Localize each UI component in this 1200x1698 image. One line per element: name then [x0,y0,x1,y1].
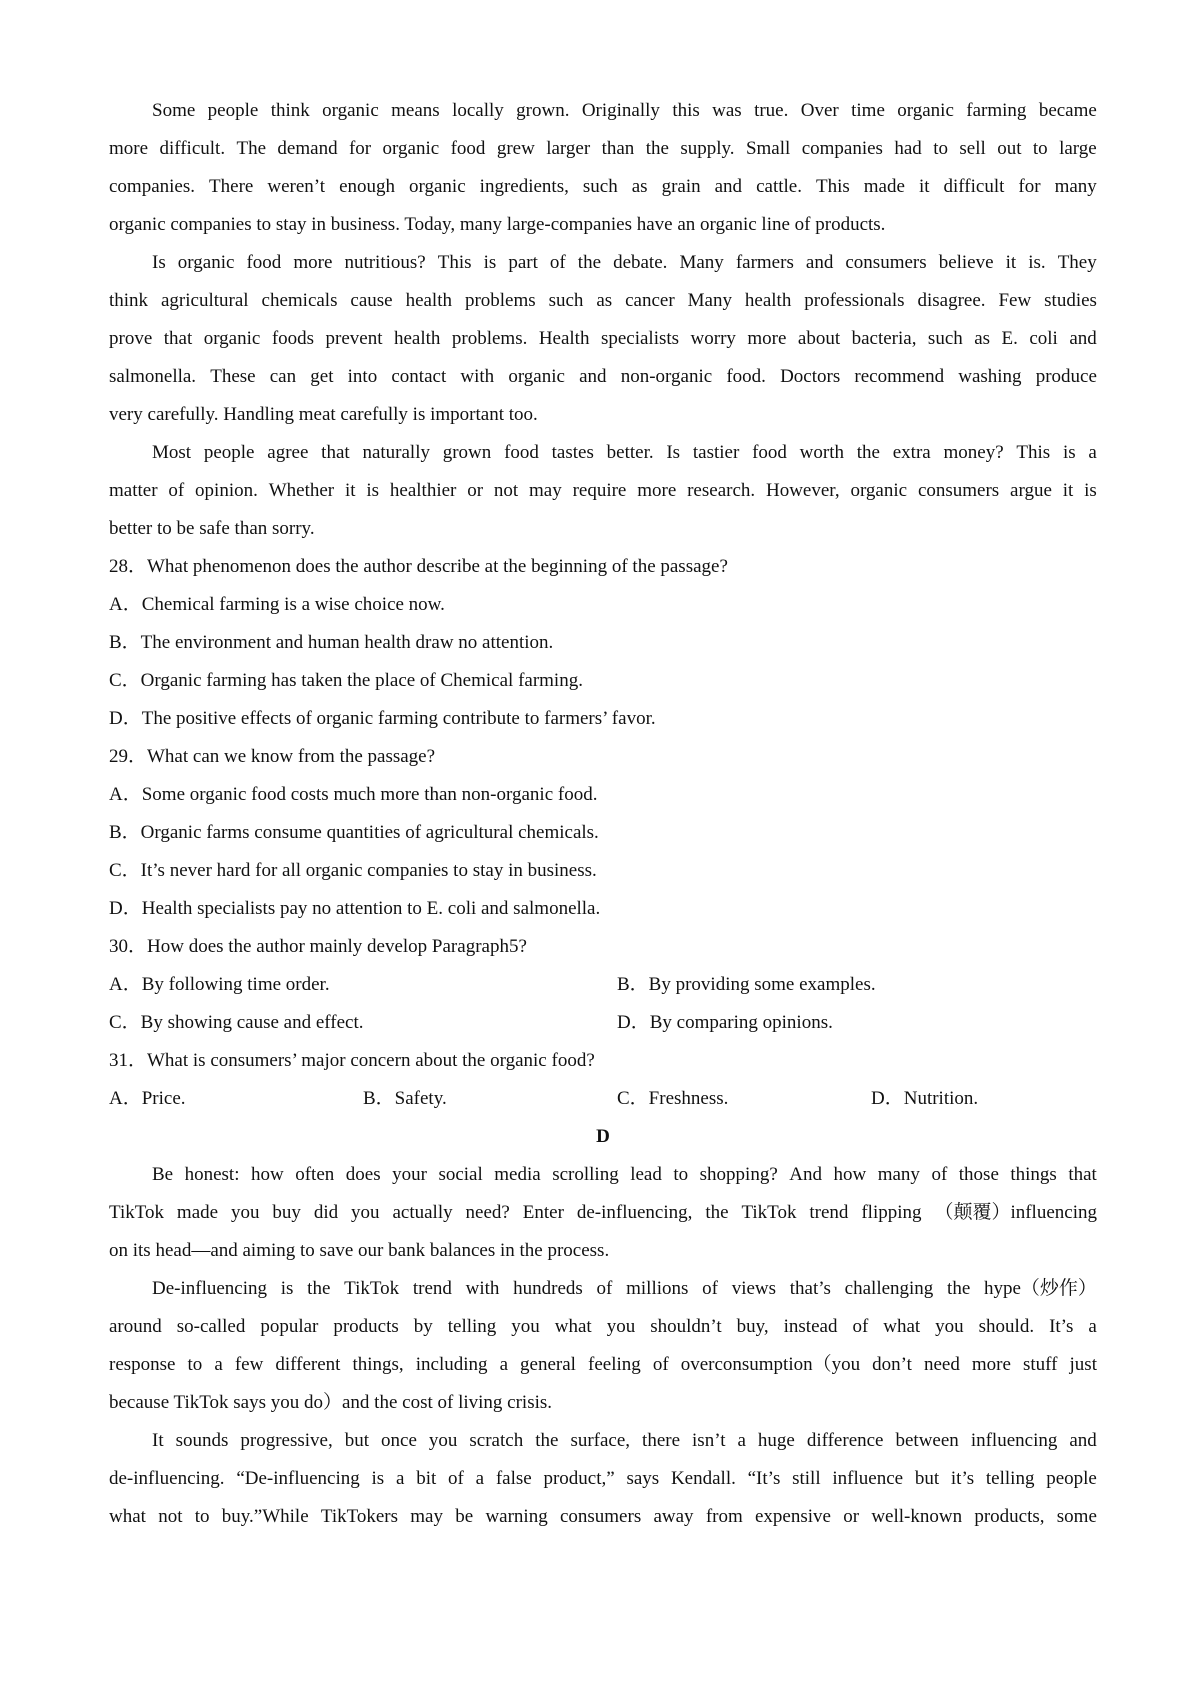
option-c: C．By showing cause and effect. [109,1012,364,1033]
text-line: De-influencing is the TikTok trend with hundreds of millions of views that’s challenging the hype（炒作） [152,1278,1097,1299]
text-line: prove that organic foods prevent health problems. Health specialists worry more about bacteria, such as E. coli and [109,328,1097,349]
text-line: matter of opinion. Whether it is healthier or not may require more research. However, organic consumers argue it is [109,480,1097,501]
option-row [109,1080,1097,1118]
paragraph [109,1422,1097,1536]
question-31 [109,1042,1097,1118]
question-stem: 28．What phenomenon does the author describe at the beginning of the passage? [109,556,728,577]
paragraph [109,92,1097,244]
text-line: what not to buy.”While TikTokers may be warning consumers away from expensive or well-known products, some [109,1506,1097,1527]
option-a: A．Price. [109,1088,186,1109]
text-line: organic companies to stay in business. Today, many large-companies have an organic line of products. [109,214,886,235]
text-line: It sounds progressive, but once you scratch the surface, there isn’t a huge difference between influencing and [152,1430,1097,1451]
text-line: Most people agree that naturally grown food tastes better. Is tastier food worth the extra money? This is a [152,442,1097,463]
text-line: Is organic food more nutritious? This is part of the debate. Many farmers and consumers believe it is. They [152,252,1097,273]
option-c: C．It’s never hard for all organic companies to stay in business. [109,860,597,881]
paragraph [109,1156,1097,1270]
text-line: companies. There weren’t enough organic ingredients, such as grain and cattle. This made it difficult for many [109,176,1097,197]
question-stem: 30．How does the author mainly develop Paragraph5? [109,936,527,957]
text-line: think agricultural chemicals cause health problems such as cancer Many health professionals disagree. Few studies [109,290,1097,311]
option-b: B．Safety. [363,1088,447,1109]
text-line: very carefully. Handling meat carefully is important too. [109,404,538,425]
option-row [109,966,1097,1004]
section-heading: D [596,1126,610,1147]
option-d: D．By comparing opinions. [617,1012,833,1033]
page-content [109,92,1097,1536]
text-line: Some people think organic means locally grown. Originally this was true. Over time organic farming became [152,100,1097,121]
option-c: C．Freshness. [617,1088,729,1109]
question-29 [109,738,1097,928]
text-line: around so-called popular products by telling you what you shouldn’t buy, instead of what you should. It’s a [109,1316,1097,1337]
paragraph [109,244,1097,434]
question-stem: 29．What can we know from the passage? [109,746,436,767]
text-line: de-influencing. “De-influencing is a bit of a false product,” says Kendall. “It’s still influence but it’s telling people [109,1468,1097,1489]
option-d: D．Health specialists pay no attention to E. coli and salmonella. [109,898,601,919]
option-d: D．Nutrition. [871,1088,979,1109]
paragraph [109,434,1097,548]
paragraph [109,1270,1097,1422]
text-line: better to be safe than sorry. [109,518,315,539]
text-line: TikTok made you buy did you actually need? Enter de-influencing, the TikTok trend flipping （颠覆）influencing [109,1202,1097,1223]
text-line: Be honest: how often does your social media scrolling lead to shopping? And how many of those things that [152,1164,1097,1185]
text-line: on its head—and aiming to save our bank balances in the process. [109,1240,610,1261]
text-line: salmonella. These can get into contact with organic and non-organic food. Doctors recommend washing produce [109,366,1097,387]
text-line: more difficult. The demand for organic food grew larger than the supply. Small companies had to sell out to large [109,138,1097,159]
question-28 [109,548,1097,738]
option-a: A．By following time order. [109,974,330,995]
option-b: B．The environment and human health draw no attention. [109,632,554,653]
question-stem: 31．What is consumers’ major concern about the organic food? [109,1050,595,1071]
option-d: D．The positive effects of organic farming contribute to farmers’ favor. [109,708,656,729]
option-b: B．By providing some examples. [617,974,876,995]
option-a: A．Chemical farming is a wise choice now. [109,594,445,615]
option-b: B．Organic farms consume quantities of agricultural chemicals. [109,822,599,843]
option-a: A．Some organic food costs much more than non-organic food. [109,784,598,805]
question-30 [109,928,1097,1042]
option-row [109,1004,1097,1042]
option-c: C．Organic farming has taken the place of Chemical farming. [109,670,583,691]
text-line: because TikTok says you do）and the cost of living crisis. [109,1392,553,1413]
text-line: response to a few different things, including a general feeling of overconsumption（you don’t need more stuff just [109,1354,1097,1375]
